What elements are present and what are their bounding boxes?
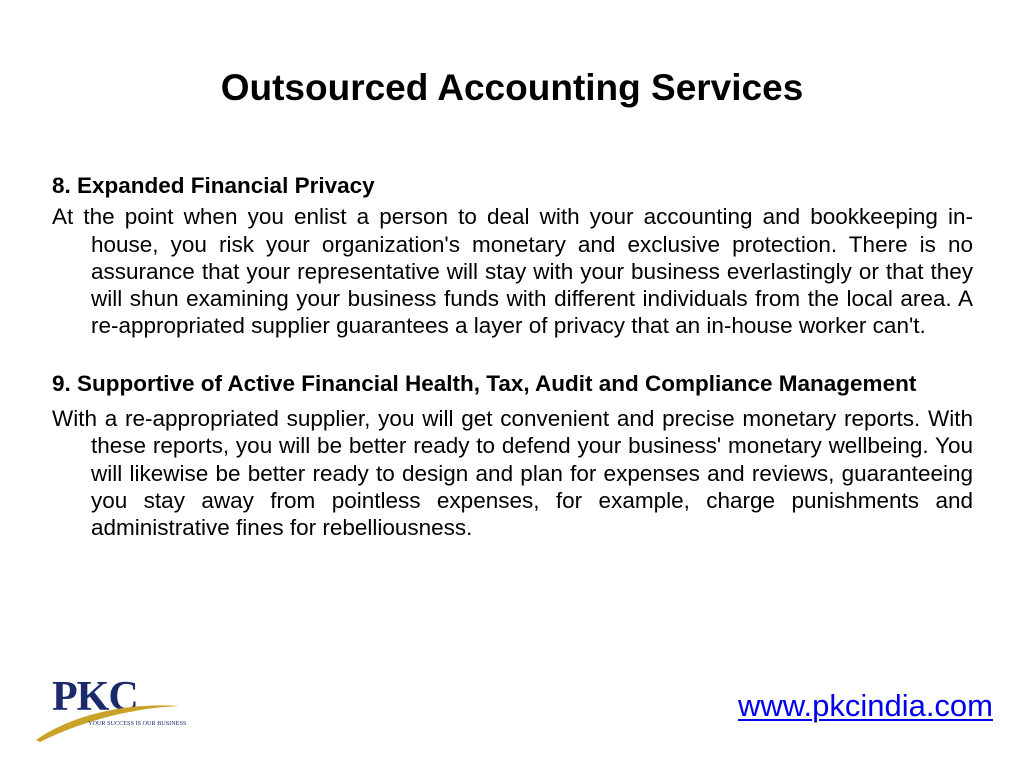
logo-tagline: YOUR SUCCESS IS OUR BUSINESS [88, 720, 187, 727]
website-link[interactable]: www.pkcindia.com [738, 688, 993, 723]
pkc-logo [30, 672, 190, 748]
section-body-expanded-financial-privacy: At the point when you enlist a person to deal with your accounting and bookkeeping in-house, you risk your organization's monetary and exclusive protection. There is no assurance that your representative will stay with your business everlastingly or that they will shun examining your business funds with different individuals from the local area. A re-appropriated supplier guarantees a layer of privacy that an in-house worker can't. [52, 204, 973, 339]
logo-wordmark: PKC [52, 674, 138, 720]
slide-content [52, 172, 973, 542]
section-heading-expanded-financial-privacy: 8. Expanded Financial Privacy [52, 173, 375, 198]
pkc-logo-graphic [30, 672, 190, 748]
slide-title: Outsourced Accounting Services [220, 67, 804, 108]
section-body-financial-health-management: With a re-appropriated supplier, you will get convenient and precise monetary reports. With these reports, you will be better ready to defend your business' monetary wellbeing. You will likewise be better ready to design and plan for expenses and reviews, guaranteeing you stay away from pointless expenses, for example, charge punishments and administrative fines for rebelliousness. [52, 406, 973, 541]
section-heading-financial-health-management: 9. Supportive of Active Financial Health, Tax, Audit and Compliance Management [52, 370, 917, 396]
